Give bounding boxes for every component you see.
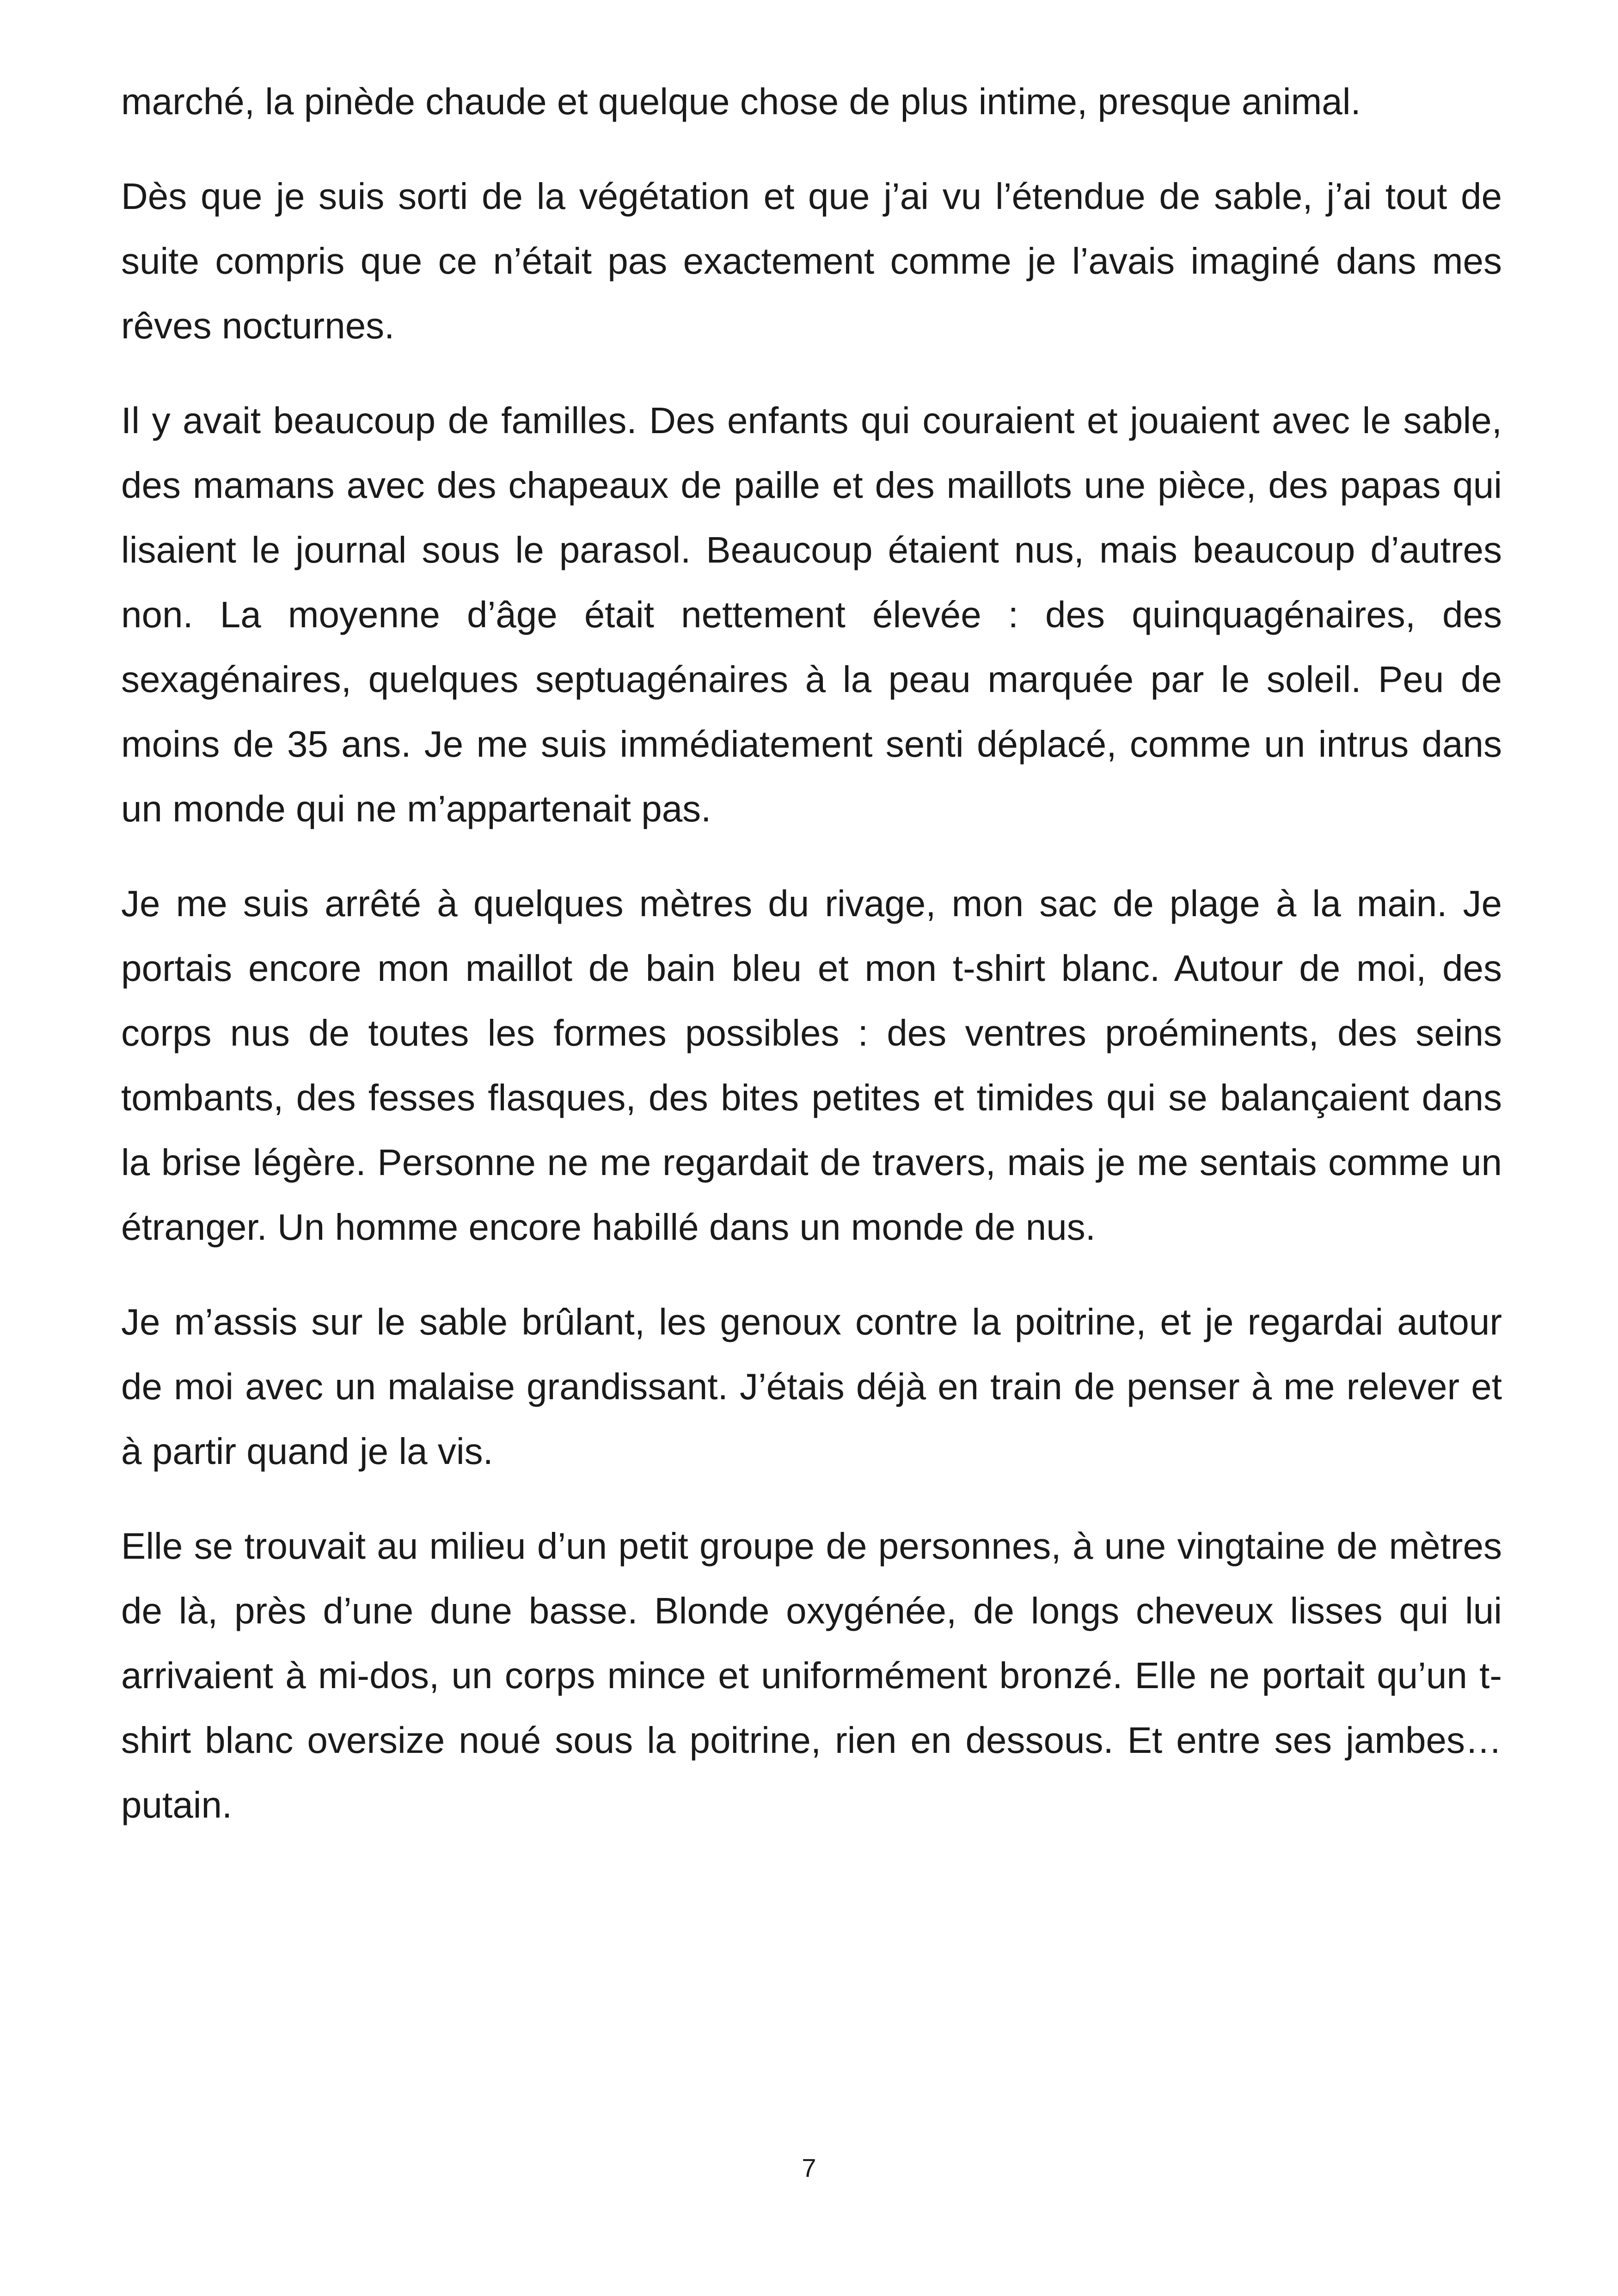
paragraph-3: Il y avait beaucoup de familles. Des enfants qui couraient et jouaient avec le sable, des mamans avec des chapeaux de paille et des maillots une pièce, des papas qui lisaient le journal sous le parasol. Beaucoup étaient nus, mais beaucoup d’autres non. La moyenne d’âge était nettement élevée : des quinquagénaires, des sexagénaires, quelques septuagénaires à la peau marquée par le soleil. Peu de moins de 35 ans. Je me suis immédiatement senti déplacé, comme un intrus dans un monde qui ne m’appartenait pas.: [121, 400, 1502, 829]
paragraph-1: marché, la pinède chaude et quelque chose de plus intime, presque animal.: [121, 81, 1361, 122]
paragraph-6: Elle se trouvait au milieu d’un petit groupe de personnes, à une vingtaine de mètres de là, près d’une dune basse. Blonde oxygénée, de longs cheveux lisses qui lui arrivaient à mi-dos, un corps mince et uniformément bronzé. Elle ne portait qu’un t-shirt blanc oversize noué sous la poitrine, rien en dessous. Et entre ses jambes… putain.: [121, 1525, 1502, 1825]
paragraph-2: Dès que je suis sorti de la végétation et que j’ai vu l’étendue de sable, j’ai tout de suite compris que ce n’était pas exactement comme je l’avais imaginé dans mes rêves nocturnes.: [121, 176, 1502, 346]
paragraph-5: Je m’assis sur le sable brûlant, les genoux contre la poitrine, et je regardai autour de moi avec un malaise grandissant. J’étais déjà en train de penser à me relever et à partir quand je la vis.: [121, 1301, 1502, 1472]
paragraph-4: Je me suis arrêté à quelques mètres du rivage, mon sac de plage à la main. Je portais encore mon maillot de bain bleu et mon t-shirt blanc. Autour de moi, des corps nus de toutes les formes possibles : des ventres proéminents, des seins tombants, des fesses flasques, des bites petites et timides qui se balançaient dans la brise légère. Personne ne me regardait de travers, mais je me sentais comme un étranger. Un homme encore habillé dans un monde de nus.: [121, 883, 1502, 1248]
page-number: 7: [802, 2153, 816, 2182]
body-text: [121, 69, 1502, 1867]
